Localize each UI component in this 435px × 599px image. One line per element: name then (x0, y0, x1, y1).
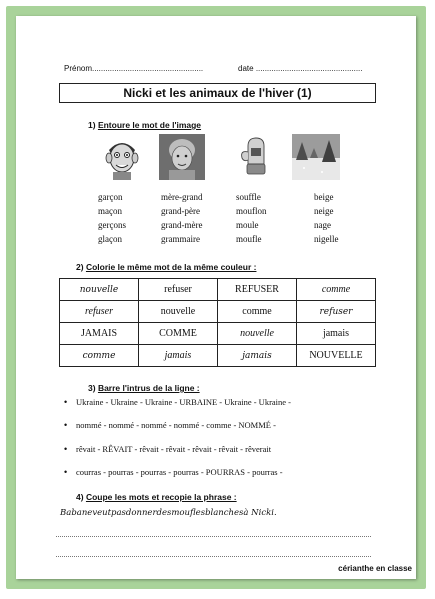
grid-word: jamais (322, 328, 350, 339)
boy-face-image (99, 134, 145, 180)
grid-cell[interactable] (60, 301, 139, 323)
grid-word: JAMAIS (80, 328, 118, 339)
grid-cell[interactable] (139, 345, 218, 367)
grid-word: nouvelle (160, 306, 196, 317)
snow-landscape-image (292, 134, 340, 180)
date-label: date (238, 64, 254, 73)
word-option[interactable]: souffle (236, 192, 261, 202)
mitten-image (234, 134, 280, 180)
section2-label: Colorie le même mot de la même couleur : (85, 262, 257, 272)
grandmother-image (159, 134, 205, 180)
answer-line[interactable] (56, 535, 371, 537)
section3-label: Barre l'intrus de la ligne : (97, 383, 200, 393)
intrus-line[interactable]: nommé - nommé - nommé - nommé - comme - NOMMÉ - (76, 420, 276, 430)
bullet-icon: • (64, 467, 68, 477)
grid-cell[interactable] (297, 345, 376, 367)
grid-word: COMME (159, 328, 197, 339)
word-option[interactable]: neige (314, 206, 334, 216)
section1-label: Entoure le mot de l'image (97, 120, 202, 130)
grid-word: refuser (319, 307, 353, 317)
word-option[interactable]: grand-mère (161, 220, 203, 230)
grid-word: jamais (164, 350, 192, 361)
section4-number: 4) (76, 492, 84, 502)
word-option[interactable]: garçon (98, 192, 123, 202)
grid-word: comme (82, 351, 116, 361)
grid-cell[interactable] (139, 279, 218, 301)
section2-heading (76, 262, 256, 272)
section1-heading (88, 120, 201, 130)
word-option[interactable]: glaçon (98, 234, 122, 244)
green-frame (6, 6, 426, 589)
grid-cell[interactable] (60, 279, 139, 301)
section4-label: Coupe les mots et recopie la phrase : (85, 492, 237, 502)
bullet-icon: • (64, 444, 68, 454)
grid-cell[interactable] (297, 323, 376, 345)
grid-word: comme (242, 306, 272, 317)
word-option[interactable]: nigelle (314, 234, 339, 244)
word-option[interactable]: nage (314, 220, 331, 230)
word-option[interactable]: mère-grand (161, 192, 203, 202)
word-option[interactable]: moufle (236, 234, 262, 244)
grid-cell[interactable] (218, 345, 297, 367)
bullet-icon: • (64, 420, 68, 430)
date-dots: ................................................ (255, 64, 363, 73)
word-option[interactable]: grand-père (161, 206, 200, 216)
answer-line[interactable] (56, 555, 371, 557)
grid-word: refuser (85, 306, 113, 317)
word-option[interactable]: mouflon (236, 206, 267, 216)
grid-cell[interactable] (139, 323, 218, 345)
section2-number: 2) (76, 262, 84, 272)
grid-word: comme (321, 284, 351, 295)
word-option[interactable]: moule (236, 220, 259, 230)
grid-word: jamais (242, 351, 272, 361)
grid-cell[interactable] (139, 301, 218, 323)
footer-credit: cérianthe en classe (338, 564, 412, 573)
section1-number: 1) (88, 120, 96, 130)
grid-word: NOUVELLE (309, 350, 363, 361)
date-field (238, 64, 363, 73)
bullet-icon: • (64, 397, 68, 407)
grid-word: REFUSER (235, 284, 279, 295)
word-option[interactable]: maçon (98, 206, 122, 216)
grid-cell[interactable] (297, 279, 376, 301)
word-option[interactable]: gerçons (98, 220, 126, 230)
grid-cell[interactable] (218, 279, 297, 301)
sentence-to-split: Babaneveutpasdonnerdesmouflesblanchesà Nicki. (60, 508, 277, 518)
grid-word: nouvelle (79, 285, 119, 295)
worksheet-page (16, 16, 416, 579)
prenom-dots: .................................................. (92, 64, 204, 73)
section3-number: 3) (88, 383, 96, 393)
prenom-label: Prénom (64, 64, 93, 73)
prenom-field (64, 64, 203, 73)
grid-cell[interactable] (60, 323, 139, 345)
intrus-line[interactable]: courras - pourras - pourras - pourras - POURRAS - pourras - (76, 467, 283, 477)
grid-word: nouvelle (240, 328, 274, 339)
word-color-grid (59, 278, 376, 367)
grid-word: refuser (164, 284, 192, 295)
grid-cell[interactable] (218, 323, 297, 345)
word-option[interactable]: beige (314, 192, 334, 202)
word-option[interactable]: grammaire (161, 234, 200, 244)
grid-cell[interactable] (297, 301, 376, 323)
section4-heading (76, 492, 237, 502)
page-title: Nicki et les animaux de l'hiver (1) (59, 83, 376, 103)
section3-heading (88, 383, 200, 393)
intrus-line[interactable]: rêvait - RÊVAIT - rêvait - rêvait - rêvait - rêvait - rêverait (76, 444, 272, 454)
grid-cell[interactable] (218, 301, 297, 323)
grid-cell[interactable] (60, 345, 139, 367)
intrus-line[interactable]: Ukraine - Ukraine - Ukraine - URBAINE - Ukraine - Ukraine - (76, 397, 292, 407)
